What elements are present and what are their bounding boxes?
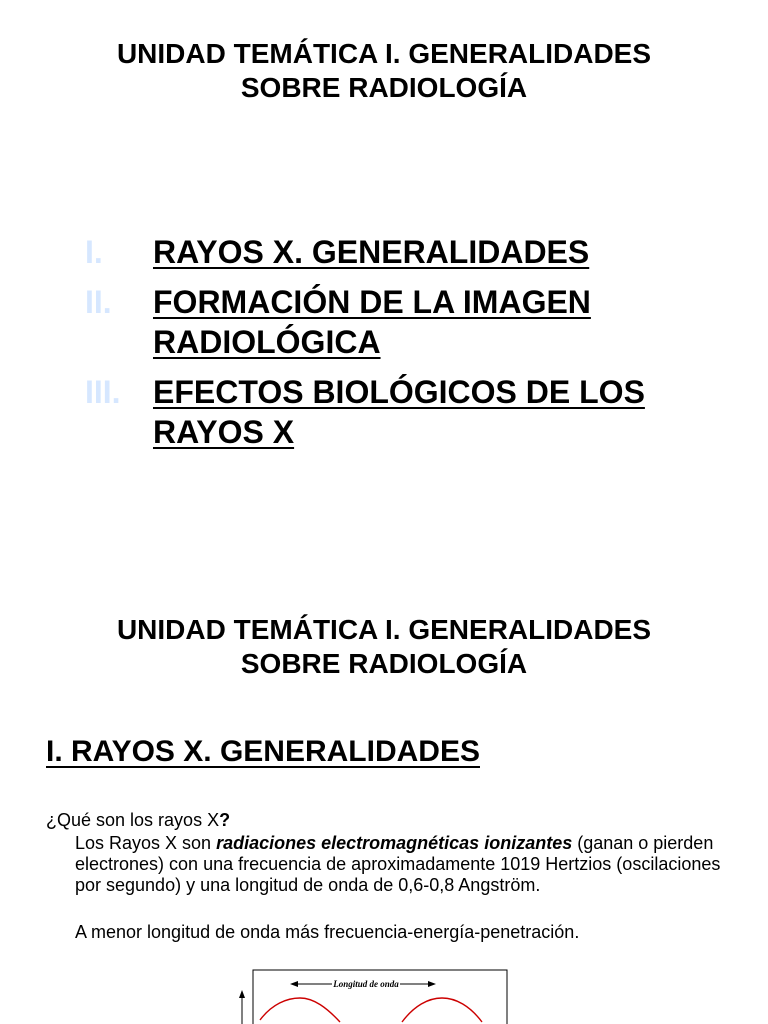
toc-numeral: I. [85, 234, 103, 270]
slide-title-second [0, 613, 768, 681]
axis-arrow-icon [239, 990, 245, 998]
question-body: ¿Qué son los rayos X [46, 810, 220, 830]
wave-diagram [232, 960, 522, 1024]
toc-numeral: III. [85, 374, 121, 410]
question-text [46, 809, 230, 831]
para-rest: (ganan o pierden electrones) con una frecuencia de aproximadamente 1019 Hertzios (oscilaciones por segundo) y una longitud de onda de 0,6-0,8 Angström. [75, 833, 721, 895]
title-line-1: UNIDAD TEMÁTICA I. GENERALIDADES [116, 614, 652, 645]
para-lead: Los Rayos X son [75, 833, 217, 853]
question-mark: ? [219, 810, 231, 830]
sine-wave [260, 998, 482, 1022]
section-heading: I. RAYOS X. GENERALIDADES [46, 735, 480, 768]
title-line-2: SOBRE RADIOLOGÍA [240, 72, 528, 103]
slide-title-top [0, 37, 768, 105]
title-line-1: UNIDAD TEMÁTICA I. GENERALIDADES [116, 38, 652, 69]
definition-paragraph [75, 833, 735, 896]
toc-text: FORMACIÓN DE LA IMAGEN RADIOLÓGICA [153, 284, 591, 360]
title-line-2: SOBRE RADIOLOGÍA [240, 648, 528, 679]
arrow-right-icon [428, 981, 436, 987]
toc-numeral: II. [85, 284, 112, 320]
wavelength-label: Longitud de onda [333, 979, 399, 989]
para-emphasis: radiaciones electromagnéticas ionizantes [216, 833, 573, 853]
wavelength-paragraph: A menor longitud de onda más frecuencia-energía-penetración. [75, 922, 580, 942]
arrow-left-icon [290, 981, 298, 987]
toc-text: RAYOS X. GENERALIDADES [153, 234, 590, 270]
toc-text: EFECTOS BIOLÓGICOS DE LOS RAYOS X [153, 374, 645, 450]
